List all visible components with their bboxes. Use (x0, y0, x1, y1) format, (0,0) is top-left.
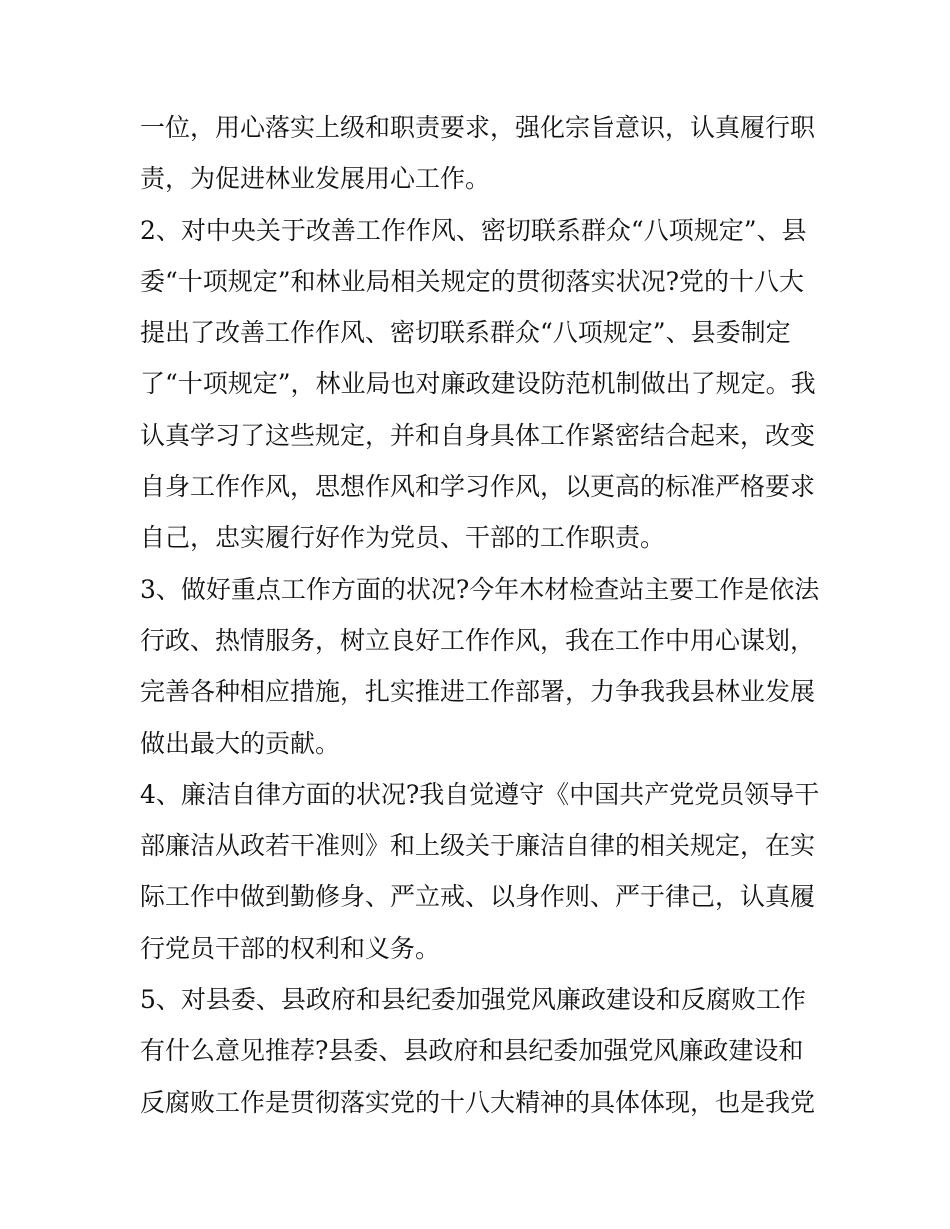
text-line: 责，为促进林业发展用心工作。 (140, 164, 491, 194)
text-line: 委“十项规定”和林业局相关规定的贯彻落实状况?党的十八大 (140, 266, 804, 296)
text-line: 行政、热情服务，树立良好工作作风，我在工作中用心谋划， (140, 625, 816, 655)
text-line: 部廉洁从政若干准则》和上级关于廉洁自律的相关规定，在实 (140, 831, 816, 861)
text-line: 认真学习了这些规定，并和自身具体工作紧密结合起来，改变 (140, 420, 816, 450)
text-line: 2、对中央关于改善工作作风、密切联系群众“八项规定”、县 (140, 215, 807, 245)
text-line: 反腐败工作是贯彻落实党的十八大精神的具体体现，也是我党 (140, 1087, 816, 1117)
text-line: 际工作中做到勤修身、严立戒、以身作则、严于律己，认真履 (140, 882, 816, 912)
text-line: 提出了改善工作作风、密切联系群众“八项规定”、县委制定 (140, 318, 791, 348)
text-line: 4、廉洁自律方面的状况?我自觉遵守《中国共产党党员领导干 (140, 779, 820, 809)
text-line: 5、对县委、县政府和县纪委加强党风廉政建设和反腐败工作 (140, 985, 806, 1015)
text-line: 有什么意见推荐?县委、县政府和县纪委加强党风廉政建设和 (140, 1036, 804, 1066)
text-line: 自身工作作风，思想作风和学习作风，以更高的标准严格要求 (140, 472, 816, 502)
text-line: 一位，用心落实上级和职责要求，强化宗旨意识，认真履行职 (140, 113, 816, 142)
text-line: 了“十项规定”，林业局也对廉政建设防范机制做出了规定。我 (140, 369, 816, 399)
text-line: 完善各种相应措施，扎实推进工作部署，力争我我县林业发展 (140, 677, 816, 707)
text-line: 自己，忠实履行好作为党员、干部的工作职责。 (140, 523, 666, 553)
text-line: 3、做好重点工作方面的状况?今年木材检查站主要工作是依法 (140, 574, 820, 604)
text-line: 做出最大的贡献。 (140, 728, 341, 758)
text-line: 行党员干部的权利和义务。 (140, 933, 441, 963)
document-body (140, 102, 820, 1128)
